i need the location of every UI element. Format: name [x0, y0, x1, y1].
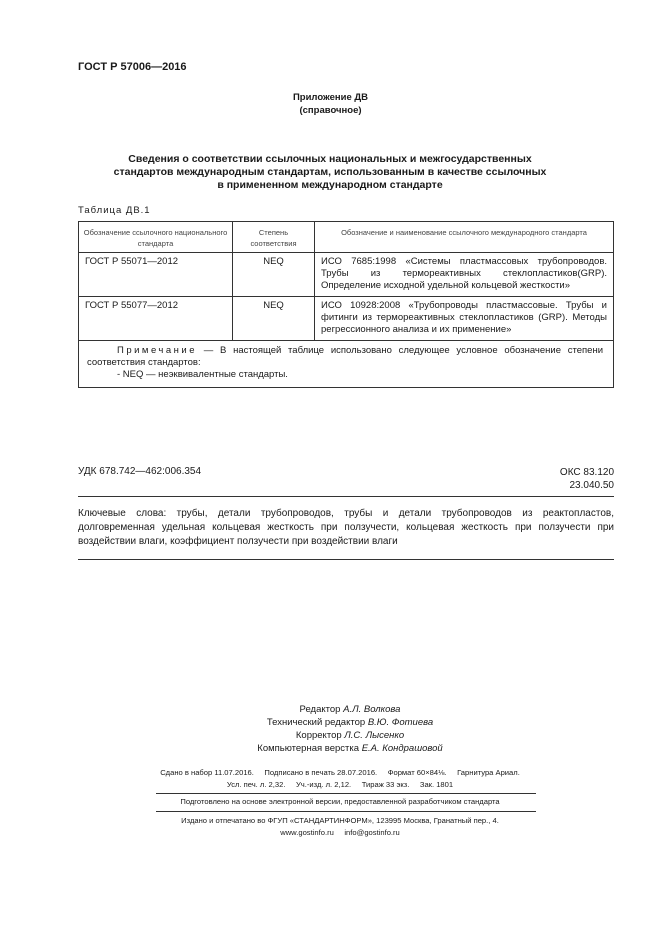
table-header-national: Обозначение ссылочного национального стандарта [79, 222, 233, 253]
imprint-publisher: Издано и отпечатано во ФГУП «СТАНДАРТИНФОРМ», 123995 Москва, Гранатный пер., 4. [181, 816, 499, 825]
table-row [79, 253, 614, 297]
oks-code [560, 466, 614, 492]
cell-degree: NEQ [233, 253, 315, 297]
udk-code: УДК 678.742—462:006.354 [78, 466, 202, 477]
title-line: Сведения о соответствии ссылочных национальных и межгосударственных [128, 153, 532, 165]
cell-national: ГОСТ Р 55071—2012 [79, 253, 233, 297]
editors-block [200, 703, 500, 755]
cell-national: ГОСТ Р 55077—2012 [79, 297, 233, 341]
note-paragraph [87, 345, 603, 369]
title-line: стандартов международным стандартам, использованным в качестве ссылочных [113, 166, 547, 178]
editor-line: Технический редактор В.Ю. Фотиева [266, 717, 434, 728]
keywords: Ключевые слова: трубы, детали трубопроводов, трубы и детали трубопроводов из реактопластов, долговременная удельная кольцевая жесткость при ползучести, кольцевая жесткость при ползучести при воздействии влаги, коэффициент ползучести при воздействии влаги [78, 508, 614, 547]
references-table [78, 221, 614, 388]
editor-line: Компьютерная верстка Е.А. Кондрашовой [257, 743, 443, 754]
table-row [79, 297, 614, 341]
imprint-prepared: Подготовлено на основе электронной версии, предоставленной разработчиком стандарта [180, 797, 500, 806]
appendix-subtitle: (справочное) [299, 105, 362, 116]
oks-line: 23.040.50 [569, 480, 614, 491]
document-title [10, 153, 650, 192]
divider [156, 811, 536, 812]
cell-international: ИСО 10928:2008 «Трубопроводы пластмассовые. Трубы и фитинги из термореактивных стеклопластиков (GRP). Методы регрессионного анализа и их применение» [315, 297, 614, 341]
oks-line: ОКС 83.120 [559, 467, 614, 478]
imprint-line: Сдано в набор 11.07.2016. Подписано в печать 28.07.2016. Формат 60×84⅛. Гарнитура Ариал. [160, 768, 520, 777]
appendix-title: Приложение ДВ [292, 92, 369, 103]
table-header-international: Обозначение и наименование ссылочного международного стандарта [315, 222, 614, 253]
note-label: Примечание [117, 345, 197, 356]
standard-designation: ГОСТ Р 57006—2016 [78, 61, 187, 73]
table-note [79, 341, 614, 388]
title-line: в примененном международном стандарте [217, 179, 443, 191]
table-header-degree: Степень соответствия [233, 222, 315, 253]
cell-degree: NEQ [233, 297, 315, 341]
imprint-line: Усл. печ. л. 2,32. Уч.-изд. л. 2,12. Тираж 33 экз. Зак. 1801 [226, 780, 454, 789]
imprint-web: www.gostinfo.ru info@gostinfo.ru [280, 828, 400, 837]
divider [78, 496, 614, 497]
editor-line: Редактор А.Л. Волкова [299, 704, 401, 715]
table-note-row [79, 341, 614, 388]
note-item: - NEQ — неэквивалентные стандарты. [117, 369, 288, 380]
editor-line: Корректор Л.С. Лысенко [295, 730, 405, 741]
table-header-row [79, 222, 614, 253]
note-text: — В настоящей таблице использовано следующее условное обозначение степени соответствия стандартов: [87, 345, 603, 368]
table-caption: Таблица ДВ.1 [78, 205, 151, 216]
cell-international: ИСО 7685:1998 «Системы пластмассовых трубопроводов. Трубы из термореактивных стеклопластиков(GRP). Определение исходной удельной кольцевой жесткости» [315, 253, 614, 297]
divider [156, 793, 536, 794]
divider [78, 559, 614, 560]
